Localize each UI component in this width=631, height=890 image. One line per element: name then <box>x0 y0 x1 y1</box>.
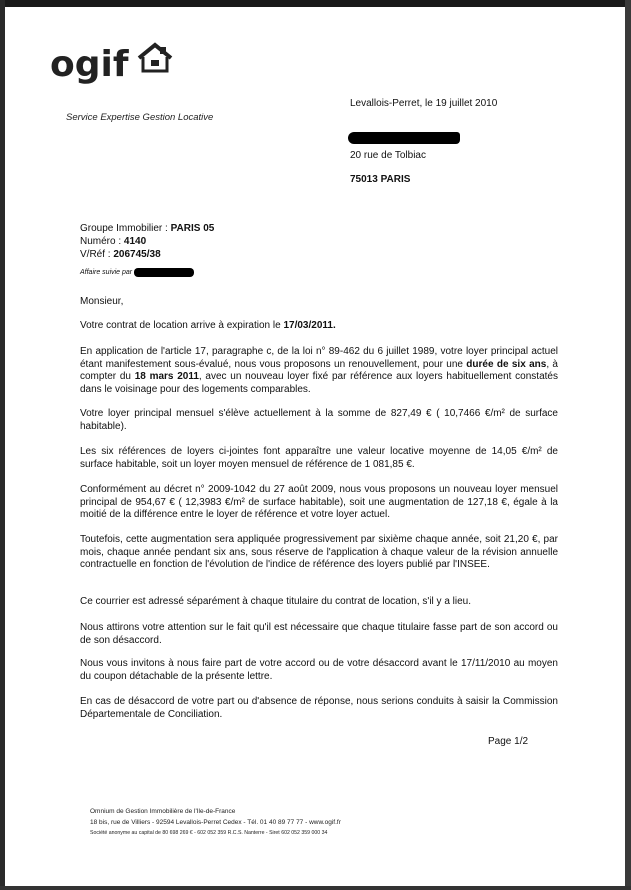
numero-value: 4140 <box>123 236 147 247</box>
vref-line <box>80 248 214 261</box>
p1-text: Votre contrat de location arrive à expiration le <box>80 320 284 331</box>
paragraph-references: Les six références de loyers ci-jointes font apparaître une valeur locative moyenne de 14,05 €/m² de surface habitable, soit un loyer moyen mensuel de référence de 1 081,85 €. <box>80 446 558 470</box>
scan-edge-left <box>0 0 5 890</box>
recipient-city: 75013 PARIS <box>350 174 411 185</box>
service-name: Service Expertise Gestion Locative <box>66 112 214 123</box>
affaire-line <box>80 268 194 277</box>
recipient-name-redacted <box>348 132 460 144</box>
p1-date: 17/03/2011. <box>283 320 336 331</box>
place-date: Levallois-Perret, le 19 juillet 2010 <box>350 98 498 109</box>
vref-value: 206745/38 <box>113 249 161 260</box>
footer-company: Omnium de Gestion Immobilière de l'Ile-de-France <box>90 808 236 815</box>
scan-edge-right <box>625 0 631 890</box>
paragraph-separate: Ce courrier est adressé séparément à chaque titulaire du contrat de location, s'il y a lieu. <box>80 596 472 607</box>
paragraph-invitation: Nous vous invitons à nous faire part de votre accord ou de votre désaccord avant le 17/11/2010 au moyen du coupon détachable de la présente lettre. <box>80 658 558 682</box>
scan-edge-bottom <box>0 886 631 890</box>
footer-legal: Société anonyme au capital de 80 698 269 € - 602 052 359 R.C.S. Nanterre - Siret 602 052 359 000 34 <box>90 830 328 836</box>
groupe-value: PARIS 05 <box>170 223 215 234</box>
affaire-redacted <box>134 268 194 277</box>
house-icon <box>135 42 175 79</box>
logo-text: ogif <box>50 44 129 85</box>
vref-label: V/Réf : <box>80 249 114 260</box>
paragraph-proposal: Conformément au décret n° 2009-1042 du 27 août 2009, nous vous proposons un nouveau loyer mensuel principal de 954,67 € ( 12,3983 €/m² de surface habitable), soit une augmentation de 127,18 €, égale à la moitié de la différence entre le loyer de référence et votre loyer actuel. <box>80 484 558 521</box>
recipient-street: 20 rue de Tolbiac <box>350 150 426 161</box>
paragraph-expiration <box>80 320 558 333</box>
p2-duration: durée de six ans <box>466 358 547 370</box>
salutation: Monsieur, <box>80 296 124 307</box>
reference-block <box>80 222 214 261</box>
paragraph-renewal <box>80 346 558 396</box>
paragraph-progressive: Toutefois, cette augmentation sera appliquée progressivement par sixième chaque année, soit 21,20 €, par mois, chaque année pendant six ans, sous réserve de l'application à chaque valeur de la révision annuelle contractuelle en fonction de l'évolution de l'indice de référence des loyers publié par l'INSEE. <box>80 534 558 571</box>
p2-text-c: , à compter du <box>80 358 558 383</box>
scan-edge-top <box>0 0 631 7</box>
footer <box>90 806 341 839</box>
groupe-label: Groupe Immobilier : <box>80 223 171 234</box>
affaire-label: Affaire suivie par <box>80 269 133 276</box>
paragraph-current-rent: Votre loyer principal mensuel s'élève actuellement à la somme de 827,49 € ( 10,7466 €/m² de surface habitable). <box>80 408 558 432</box>
page-number: Page 1/2 <box>488 736 529 747</box>
company-logo <box>50 42 175 83</box>
groupe-line <box>80 222 214 235</box>
numero-line <box>80 235 214 248</box>
numero-label: Numéro : <box>80 236 124 247</box>
paragraph-disagreement: En cas de désaccord de votre part ou d'absence de réponse, nous serions conduits à saisir la Commission Départementale de Conciliation. <box>80 696 558 720</box>
p2-text-a: En application de l'article 17, paragraphe c, de la loi n° 89-462 du 6 juillet 1989, votre loyer principal actuel étant manifestement sous-évalué, nous vous proposons un renouvellement, pour une <box>80 346 558 370</box>
paragraph-attention: Nous attirons votre attention sur le fait qu'il est nécessaire que chaque titulaire fasse part de son accord ou de son désaccord. <box>80 622 558 646</box>
p2-text-e: , avec un nouveau loyer fixé par référence aux loyers habituellement constatés dans le voisinage pour des logements comparables. <box>80 371 558 395</box>
p2-start-date: 18 mars 2011 <box>134 371 199 383</box>
footer-address: 18 bis, rue de Villiers - 92594 Levallois-Perret Cedex - Tél. 01 40 89 77 77 - www.ogif.fr <box>90 819 341 826</box>
